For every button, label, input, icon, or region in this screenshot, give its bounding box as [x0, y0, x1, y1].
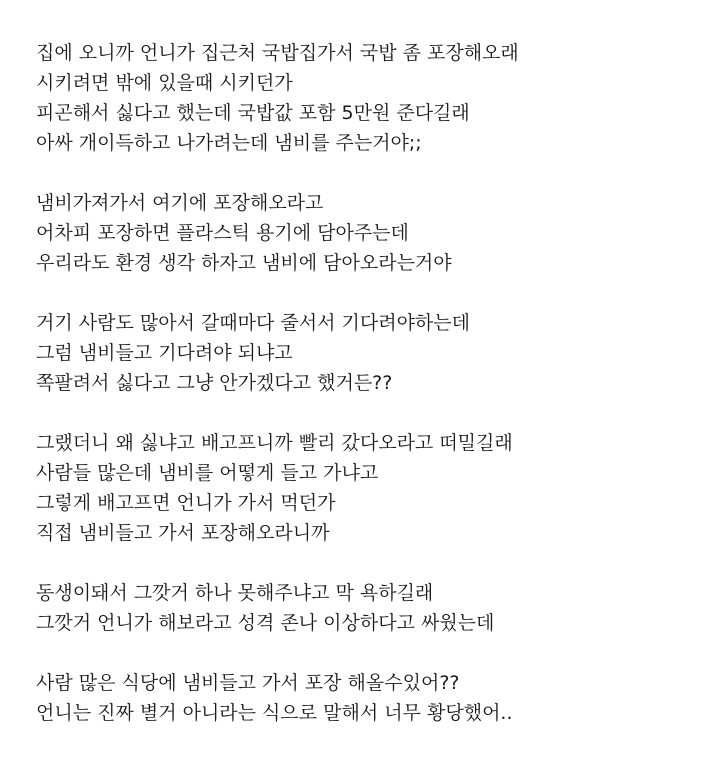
paragraph: [36, 578, 706, 638]
text-line: 그깟거 언니가 해보라고 성격 존나 이상하다고 싸웠는데: [36, 612, 495, 634]
paragraph: [36, 38, 706, 158]
text-line: 그럼 냄비들고 기다려야 되냐고: [36, 342, 293, 364]
text-line: 어차피 포장하면 플라스틱 용기에 담아주는데: [36, 222, 409, 244]
text-line: 직접 냄비들고 가서 포장해오라니까: [36, 522, 330, 544]
text-line: 쪽팔려서 싫다고 그냥 안가겠다고 했거든??: [36, 372, 393, 394]
text-line: 언니는 진짜 별거 아니라는 식으로 말해서 너무 황당했어..: [36, 702, 513, 724]
text-line: 우리라도 환경 생각 하자고 냄비에 담아오라는거야: [36, 252, 452, 274]
text-line: 동생이돼서 그깟거 하나 못해주냐고 막 욕하길래: [36, 582, 434, 604]
paragraph: [36, 668, 706, 728]
text-line: 냄비가져가서 여기에 포장해오라고: [36, 192, 324, 214]
text-line: 그렇게 배고프면 언니가 가서 먹던가: [36, 492, 336, 514]
text-line: 아싸 개이득하고 나가려는데 냄비를 주는거야;;: [36, 132, 422, 154]
paragraph: [36, 308, 706, 398]
paragraph: [36, 428, 706, 548]
text-line: 거기 사람도 많아서 갈때마다 줄서서 기다려야하는데: [36, 312, 470, 334]
text-line: 그랬더니 왜 싫냐고 배고프니까 빨리 갔다오라고 떠밀길래: [36, 432, 513, 454]
paragraph: [36, 188, 706, 278]
text-line: 사람들 많은데 냄비를 어떻게 들고 가냐고: [36, 462, 379, 484]
text-line: 시키려면 밖에 있을때 시키던가: [36, 72, 293, 94]
text-line: 집에 오니까 언니가 집근처 국밥집가서 국밥 좀 포장해오래: [36, 42, 519, 64]
text-line: 사람 많은 식당에 냄비들고 가서 포장 해올수있어??: [36, 672, 460, 694]
text-line: 피곤해서 싫다고 했는데 국밥값 포함 5만원 준다길래: [36, 102, 470, 124]
post-body: [36, 38, 706, 728]
